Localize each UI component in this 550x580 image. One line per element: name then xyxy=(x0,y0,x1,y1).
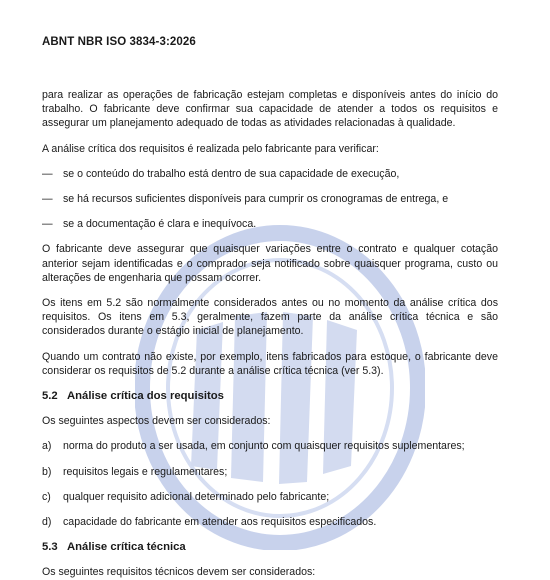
document-body xyxy=(42,88,498,580)
paragraph: Quando um contrato não existe, por exemplo, itens fabricados para estoque, o fabricante deve considerar os requisitos de 5.2 durante a análise crítica técnica (ver 5.3). xyxy=(42,350,498,377)
dash-list-item xyxy=(42,192,498,206)
paragraph: Os seguintes requisitos técnicos devem ser considerados: xyxy=(42,566,316,579)
lettered-list-item xyxy=(42,465,498,479)
letter-marker: c) xyxy=(42,490,51,503)
paragraph: Os seguintes aspectos devem ser considerados: xyxy=(42,415,271,428)
letter-marker: d) xyxy=(42,516,52,529)
dash-marker: — xyxy=(42,218,53,231)
lettered-list-item xyxy=(42,490,498,504)
section-heading-5-2 xyxy=(42,389,498,403)
dash-list-item xyxy=(42,217,498,231)
paragraph: para realizar as operações de fabricação estejam completas e disponíveis antes do início do trabalho. O fabricante deve confirmar sua capacidade de atender a todos os requisitos e assegurar um planejamento adequado de todas as atividades relacionadas à qualidade. xyxy=(42,89,498,130)
lettered-list-item xyxy=(42,515,498,529)
list-item-text: se há recursos suficientes disponíveis para cumprir os cronogramas de entrega, e xyxy=(63,193,449,206)
list-item-text: qualquer requisito adicional determinado pelo fabricante; xyxy=(63,490,330,503)
letter-marker: a) xyxy=(42,440,52,453)
dash-marker: — xyxy=(42,167,53,180)
section-title: Análise crítica dos requisitos xyxy=(67,390,224,403)
section-number: 5.2 xyxy=(42,390,58,403)
dash-list-item xyxy=(42,167,498,181)
paragraph: O fabricante deve assegurar que quaisquer variações entre o contrato e qualquer cotação anterior sejam identificadas e o comprador seja notificado sobre quaisquer programa, custo ou alterações de engenharia que possam ocorrer. xyxy=(42,243,498,284)
list-item-text: requisitos legais e regulamentares; xyxy=(63,465,228,478)
list-item-text: capacidade do fabricante em atender aos requisitos especificados. xyxy=(63,516,377,529)
page-header: ABNT NBR ISO 3834-3:2026 xyxy=(42,36,196,48)
dash-marker: — xyxy=(42,193,53,206)
letter-marker: b) xyxy=(42,465,52,478)
lettered-list-item xyxy=(42,439,498,453)
paragraph: A análise crítica dos requisitos é realizada pelo fabricante para verificar: xyxy=(42,142,379,155)
list-item-text: norma do produto a ser usada, em conjunto com quaisquer requisitos suplementares; xyxy=(63,440,465,453)
section-heading-5-3 xyxy=(42,540,498,554)
list-item-text: se o conteúdo do trabalho está dentro de sua capacidade de execução, xyxy=(63,167,400,180)
section-title: Análise crítica técnica xyxy=(67,541,186,554)
section-number: 5.3 xyxy=(42,541,58,554)
paragraph: Os itens em 5.2 são normalmente considerados antes ou no momento da análise crítica dos requisitos. Os itens em 5.3, geralmente, fazem parte da análise crítica técnica e são considerados durante o estágio inicial de planejamento. xyxy=(42,297,498,338)
list-item-text: se a documentação é clara e inequívoca. xyxy=(63,218,257,231)
